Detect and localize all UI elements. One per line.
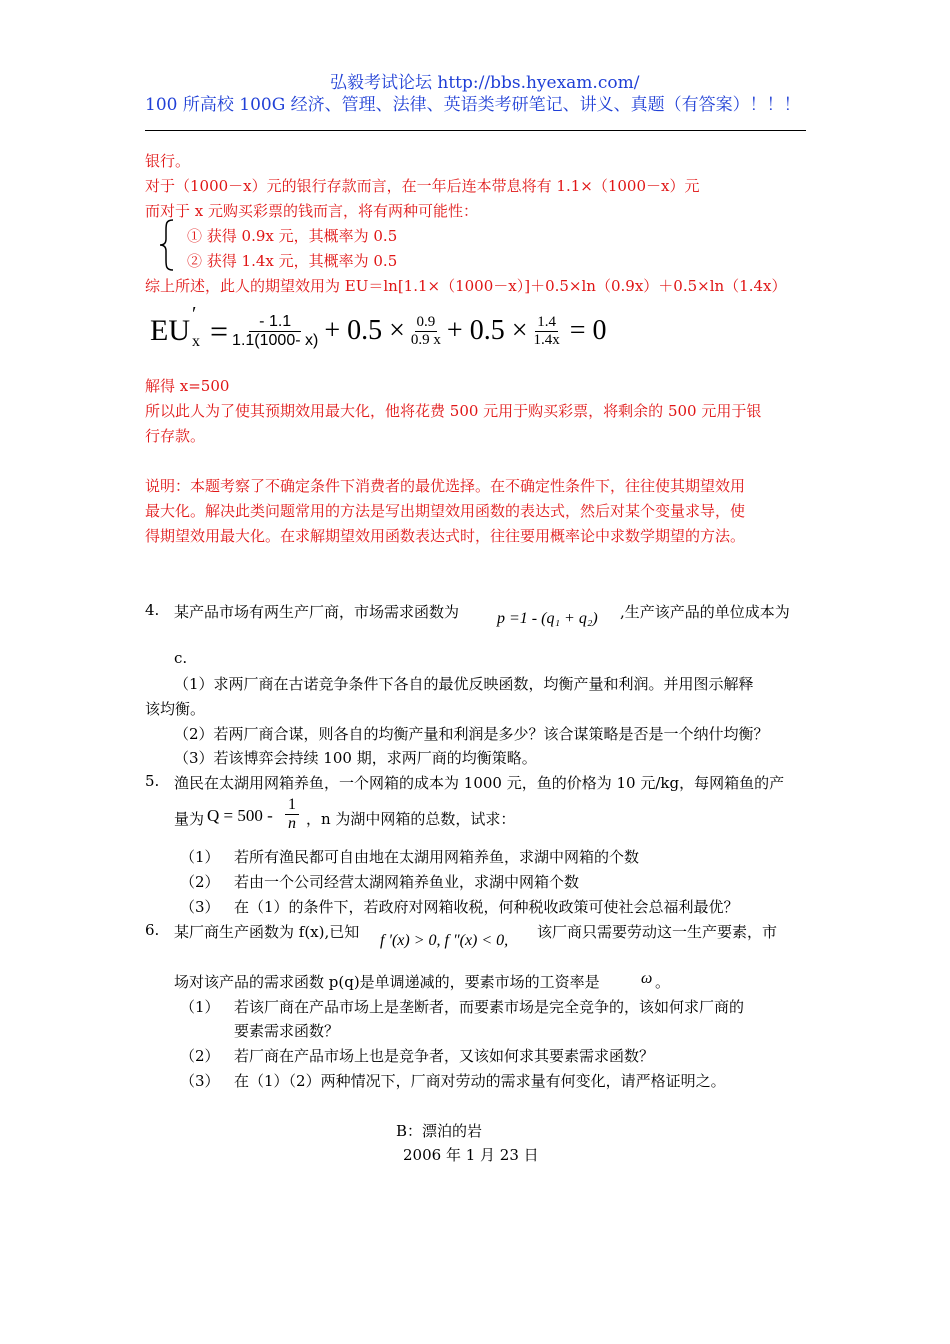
q5-fraction-den: n (288, 814, 296, 832)
fraction-2-den: 0.9 x (410, 331, 441, 348)
eq-rhs: = 0 (569, 315, 607, 346)
fraction-1-num: - 1.1 (249, 313, 301, 332)
q5-item-2-number: （2） (180, 873, 220, 891)
q4-cost: c. (174, 649, 188, 667)
q4-demand-formula: p =1 - (q₁ + q₂) (497, 610, 598, 627)
q5-text: 渔民在太湖用网箱养鱼，一个网箱的成本为 1000 元，鱼的价格为 10 元/kg，每网箱鱼的产 (174, 774, 785, 792)
q6-item-1-number: （1） (180, 998, 220, 1016)
q4-sub-2: （2）若两厂商合谋，则各自的均衡产量和利润是多少？该合谋策略是否是一个纳什均衡？ (174, 725, 769, 743)
header-promo-line: 100 所高校 100G 经济、管理、法律、英语类考研笔记、讲义、真题（有答案）！！！ (145, 95, 801, 115)
q6-wage-symbol: ω (641, 970, 653, 987)
answer-line: 对于（1000－x）元的银行存款而言，在一年后连本带息将有 1.1×（1000－x）元 (145, 177, 700, 195)
q6-derivative-formula: f ′(x) > 0, f ″(x) < 0, (380, 932, 509, 949)
q6-item-2-number: （2） (180, 1047, 220, 1065)
fraction-1 (232, 313, 318, 349)
q6-item-2: 若厂商在产品市场上也是竞争者，又该如何求其要素需求函数？ (234, 1047, 655, 1065)
solution-line: 解得 x=500 (145, 377, 230, 395)
expected-utility-line: 综上所述，此人的期望效用为 EU＝ln[1.1×（1000－x）]＋0.5×ln（0.9x）＋0.5×ln（1.4x） (145, 277, 787, 295)
q4-sub-3: （3）若该博弈会持续 100 期，求两厂商的均衡策略。 (174, 749, 537, 767)
q5-item-1: 若所有渔民都可自由地在太湖用网箱养鱼，求湖中网箱的个数 (234, 848, 640, 866)
header-site-line: 弘毅考试论坛 http://bbs.hyexam.com/ (330, 73, 640, 93)
q5-item-1-number: （1） (180, 848, 220, 866)
eq-prime: ′ (192, 303, 197, 325)
eq-term-3: + 0.5 × (446, 315, 528, 346)
q6-text-tail: 该厂商只需要劳动这一生产要素，市 (537, 923, 778, 941)
note-line: 最大化。解决此类问题常用的方法是写出期望效用函数的表达式，然后对某个变量求导，使 (145, 502, 746, 520)
note-line: 说明：本题考察了不确定条件下消费者的最优选择。在不确定性条件下，往往使其期望效用 (145, 477, 746, 495)
q6-line-2-end: 。 (655, 973, 671, 991)
header-divider (145, 130, 806, 131)
eq-equals: = (210, 312, 229, 349)
author: B：漂泊的岩 (396, 1122, 483, 1140)
fraction-3-den: 1.4x (533, 331, 560, 348)
fraction-2 (411, 314, 441, 348)
q5-formula-lhs: Q = 500 - (207, 806, 273, 825)
fraction-1-den: 1.1(1000- x) (232, 331, 319, 349)
answer-line: 而对于 x 元购买彩票的钱而言，将有两种可能性： (145, 202, 478, 220)
q5-number: 5. (145, 772, 160, 790)
q5-item-3-number: （3） (180, 898, 220, 916)
q5-item-3: 在（1）的条件下，若政府对网箱收税，何种税收政策可使社会总福利最优？ (234, 898, 739, 916)
q5-pre: 量为 (174, 810, 205, 828)
derivative-equation (150, 303, 607, 356)
date: 2006 年 1 月 23 日 (403, 1146, 539, 1164)
left-brace-icon (157, 218, 177, 272)
q6-line-2: 场对该产品的需求函数 p(q)是单调递减的，要素市场的工资率是 (174, 973, 600, 991)
eq-lhs: EU (150, 314, 190, 347)
q4-sub-1-cont: 该均衡。 (145, 700, 206, 718)
q6-number: 6. (145, 921, 160, 939)
q6-item-1: 若该厂商在产品市场上是垄断者，而要素市场是完全竞争的，该如何求厂商的 (234, 998, 745, 1016)
case-item: ① 获得 0.9x 元，其概率为 0.5 (187, 227, 398, 245)
fraction-2-num: 0.9 (416, 314, 436, 330)
q5-post: ，n 为湖中网箱的总数，试求： (306, 810, 516, 828)
note-line: 得期望效用最大化。在求解期望效用函数表达式时，往往要用概率论中求数学期望的方法。 (145, 527, 746, 545)
answer-line: 银行。 (145, 152, 191, 170)
q6-item-3: 在（1）（2）两种情况下，厂商对劳动的需求量有何变化，请严格证明之。 (234, 1072, 726, 1090)
eq-term-2: + 0.5 × (324, 315, 405, 346)
q4-text: 某产品市场有两生产厂商，市场需求函数为 (174, 603, 460, 621)
q6-item-1-cont: 要素需求函数？ (234, 1022, 340, 1040)
q5-fraction-num: 1 (285, 796, 299, 815)
q4-sub-1: （1）求两厂商在古诺竞争条件下各自的最优反映函数，均衡产量和利润。并用图示解释 (174, 675, 754, 693)
q4-text-tail: ,生产该产品的单位成本为 (620, 603, 790, 621)
q6-text: 某厂商生产函数为 f(x),已知 (174, 923, 360, 941)
fraction-3 (534, 314, 560, 348)
q5-fraction (285, 796, 299, 832)
q5-item-2: 若由一个公司经营太湖网箱养鱼业，求湖中网箱个数 (234, 873, 580, 891)
conclusion-line: 所以此人为了使其预期效用最大化，他将花费 500 元用于购买彩票，将剩余的 500 元用于银 (145, 402, 762, 420)
case-item: ② 获得 1.4x 元，其概率为 0.5 (187, 252, 398, 270)
q6-item-3-number: （3） (180, 1072, 220, 1090)
eq-sub: x (192, 333, 200, 350)
fraction-3-num: 1.4 (537, 314, 556, 330)
conclusion-line: 行存款。 (145, 427, 206, 445)
q4-number: 4. (145, 601, 160, 619)
